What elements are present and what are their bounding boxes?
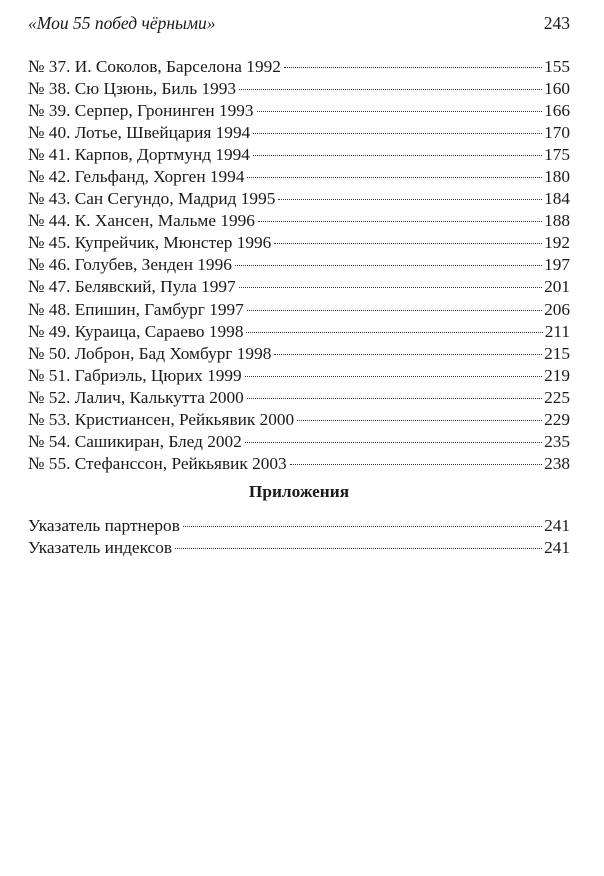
entry-title: № 46. Голубев, Зенден 1996	[28, 255, 232, 275]
dot-leader	[290, 464, 542, 465]
toc-entry	[28, 144, 570, 166]
entry-title: № 37. И. Соколов, Барселона 1992	[28, 57, 281, 76]
entry-title: № 53. Кристиансен, Рейкьявик 2000	[28, 409, 295, 429]
appendix-entry	[28, 537, 570, 559]
entry-page-number: 166	[544, 101, 570, 121]
entry-page-number: 215	[544, 343, 570, 363]
toc-entry	[28, 122, 570, 144]
toc-entry	[28, 100, 570, 122]
entry-title: № 45. Купрейчик, Мюнстер 1996	[28, 233, 272, 253]
entry-page-number: 211	[544, 321, 570, 341]
entry-page-number: 184	[544, 189, 570, 209]
toc-entry	[28, 409, 570, 431]
page-number: 243	[543, 13, 570, 33]
entry-title: № 43. Сан Сегундо, Мадрид 1995	[28, 189, 276, 209]
entry-page-number: 160	[544, 79, 570, 99]
toc-entry	[28, 365, 570, 387]
entry-page-number: 192	[544, 233, 570, 253]
toc-entry	[28, 343, 570, 365]
entry-page-number: 219	[544, 365, 570, 385]
entry-title: № 48. Епишин, Гамбург 1997	[28, 299, 244, 319]
toc-entry	[28, 387, 570, 409]
dot-leader	[278, 199, 542, 200]
entry-title: № 39. Серпер, Гронинген 1993	[28, 101, 254, 121]
dot-leader	[246, 332, 542, 333]
toc-entry	[28, 188, 570, 210]
dot-leader	[235, 265, 542, 266]
dot-leader	[258, 221, 542, 222]
dot-leader	[247, 177, 542, 178]
entry-page-number: 225	[544, 387, 570, 407]
toc-entry	[28, 299, 570, 321]
entry-title: № 50. Лоброн, Бад Хомбург 1998	[28, 343, 272, 363]
toc-entry	[28, 78, 570, 100]
entry-page-number: 238	[544, 453, 570, 473]
dot-leader	[253, 133, 542, 134]
toc-entry	[28, 166, 570, 188]
entry-page-number: 241	[544, 538, 570, 558]
toc-entry	[28, 321, 570, 343]
toc-entry	[28, 254, 570, 276]
dot-leader	[284, 67, 542, 68]
appendix-entry	[28, 515, 570, 537]
dot-leader	[239, 287, 542, 288]
entry-title: № 41. Карпов, Дортмунд 1994	[28, 145, 250, 165]
entry-page-number: 188	[544, 211, 570, 231]
dot-leader	[253, 155, 542, 156]
entry-page-number: 170	[544, 123, 570, 143]
entry-page-number: 235	[544, 431, 570, 451]
toc-entry	[28, 210, 570, 232]
entry-title: № 44. К. Хансен, Мальме 1996	[28, 211, 255, 231]
entry-page-number: 206	[544, 299, 570, 319]
entry-title: № 55. Стефанссон, Рейкьявик 2003	[28, 453, 287, 473]
entry-title: № 52. Лалич, Калькутта 2000	[28, 387, 244, 407]
dot-leader	[239, 89, 542, 90]
dot-leader	[257, 111, 543, 112]
entry-page-number: 175	[544, 145, 570, 165]
table-of-contents	[28, 56, 570, 475]
dot-leader	[245, 376, 542, 377]
toc-entry	[28, 431, 570, 453]
entry-page-number: 241	[544, 516, 570, 535]
entry-page-number: 197	[544, 255, 570, 275]
dot-leader	[247, 398, 542, 399]
dot-leader	[297, 420, 542, 421]
toc-entry	[28, 276, 570, 298]
entry-title: № 42. Гельфанд, Хорген 1994	[28, 167, 245, 187]
entry-title: № 54. Сашикиран, Блед 2002	[28, 431, 242, 451]
toc-entry	[28, 56, 570, 78]
running-head	[28, 10, 570, 36]
toc-entry	[28, 232, 570, 254]
dot-leader	[274, 243, 542, 244]
entry-page-number: 201	[544, 277, 570, 297]
entry-page-number: 180	[544, 167, 570, 187]
dot-leader	[245, 442, 542, 443]
dot-leader	[247, 310, 542, 311]
appendix-contents	[28, 515, 570, 559]
appendix-heading: Приложения	[248, 482, 350, 501]
dot-leader	[175, 548, 542, 549]
book-title: «Мои 55 побед чёрными»	[28, 13, 216, 33]
entry-title: Указатель индексов	[28, 538, 173, 558]
entry-title: № 51. Габриэль, Цюрих 1999	[28, 365, 242, 385]
entry-title: № 49. Кураица, Сараево 1998	[28, 321, 244, 341]
entry-page-number: 155	[544, 57, 570, 76]
entry-page-number: 229	[544, 409, 570, 429]
dot-leader	[183, 526, 542, 527]
entry-title: Указатель партнеров	[28, 516, 180, 535]
entry-title: № 40. Лотье, Швейцария 1994	[28, 123, 251, 143]
entry-title: № 38. Сю Цзюнь, Биль 1993	[28, 79, 237, 99]
entry-title: № 47. Белявский, Пула 1997	[28, 277, 236, 297]
toc-entry	[28, 453, 570, 475]
dot-leader	[274, 354, 542, 355]
